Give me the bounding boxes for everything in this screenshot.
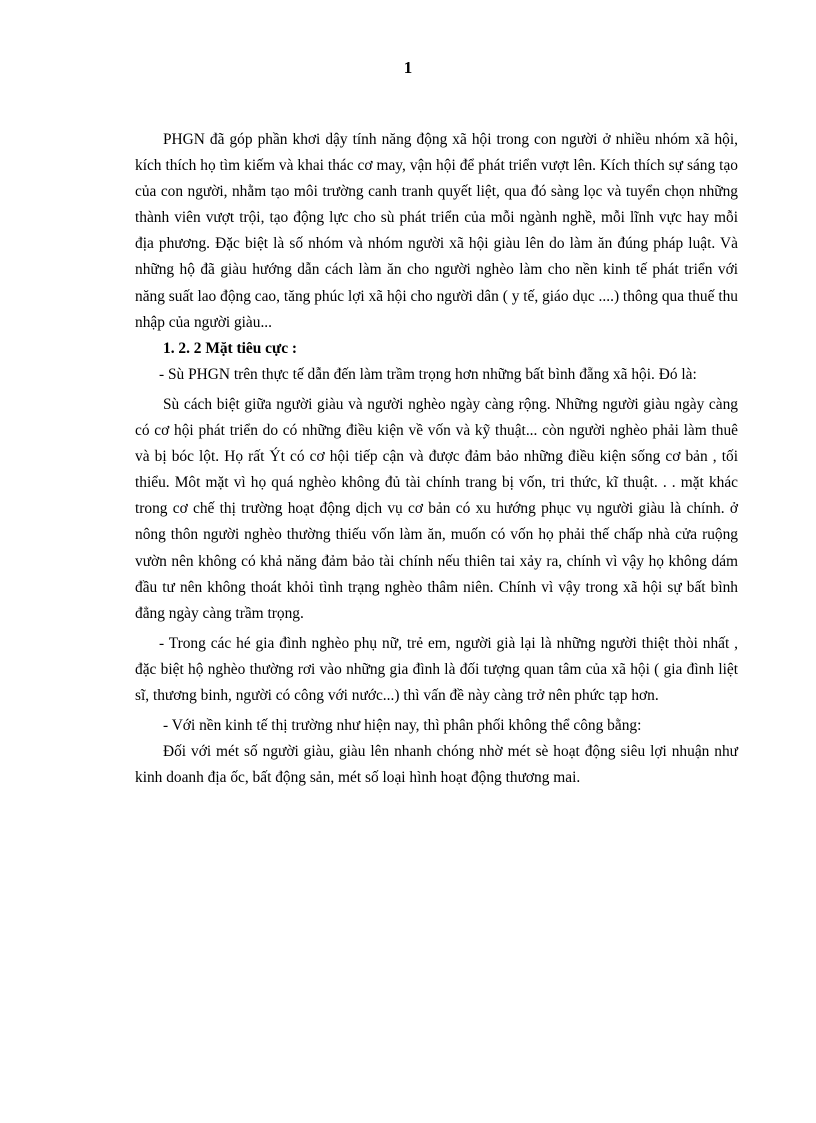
paragraph-rich-poor-gap: Sù cách biệt giữa người giàu và người nghèo ngày càng rộng. Những người giàu ngày càng có cơ hội phát triển do có những điều kiện về vốn và kỹ thuật... còn người nghèo phải làm thuê và bị bóc lột. Họ rất Ýt có cơ hội tiếp cận và được đảm bảo những điều kiện sống cơ bản , tối thiểu. Môt mặt vì họ quá nghèo không đủ tài chính trang bị vốn, tri thức, kĩ thuật. . . mặt khác trong cơ chế thị trường hoạt động dịch vụ cơ bản có xu hướng phục vụ người giàu là chính. ở nông thôn người nghèo thường thiếu vốn làm ăn, muốn có vốn họ phải thế chấp nhà cửa ruộng vườn nên không có khả năng đảm bảo tài chính nếu thiên tai xảy ra, chính vì vậy họ không dám đầu tư nên không thoát khỏi tình trạng nghèo thâm niên. Chính vì vậy trong xã hội sự bất bình đẳng ngày càng trầm trọng. (135, 395, 738, 622)
document-body (135, 127, 738, 791)
section-heading-negative: 1. 2. 2 Mặt tiêu cực : (163, 339, 298, 357)
paragraph-vulnerable-households: - Trong các hé gia đình nghèo phụ nữ, trẻ em, người già lại là những người thiệt thòi nhất , đặc biệt hộ nghèo thường rơi vào những gia đình là đối tượng quan tâm của xã hội ( gia đình liệt sĩ, thương binh, người có công với nước...) thì vấn đề này càng trở nên phức tạp hơn. (135, 634, 738, 704)
paragraph-market-distribution: - Với nền kinh tế thị trường như hiện nay, thì phân phối không thể công bằng: (163, 717, 642, 735)
paragraph-positive-effects: PHGN đã góp phần khơi dậy tính năng động xã hội trong con người ở nhiều nhóm xã hội, kích thích họ tìm kiếm và khai thác cơ may, vận hội để phát triển vượt lên. Kích thích sự sáng tạo của con người, nhằm tạo môi trường canh tranh quyết liệt, qua đó sàng lọc và tuyển chọn những thành viên vượt trội, tạo động lực cho sù phát triển của mỗi ngành nghề, mỗi lĩnh vực hay mỗi địa phương. Đặc biệt là số nhóm và nhóm người xã hội giàu lên do làm ăn đúng pháp luật. Và những hộ đã giàu hướng dẫn cách làm ăn cho người nghèo làm cho nền kinh tế phát triển với năng suất lao động cao, tăng phúc lợi xã hội cho người dân ( y tế, giáo dục ....) thông qua thuế thu nhập của người giàu... (135, 131, 738, 331)
paragraph-fast-enrichment: Đối với mét số người giàu, giàu lên nhanh chóng nhờ mét sè hoạt động siêu lợi nhuận như kinh doanh địa ốc, bất động sản, mét số loại hình hoạt động thương mai. (135, 743, 738, 787)
page-number: 1 (403, 58, 413, 77)
paragraph-inequality-intro: - Sù PHGN trên thực tế dẫn đến làm trầm trọng hơn những bất bình đẵng xã hội. Đó là: (159, 365, 697, 383)
